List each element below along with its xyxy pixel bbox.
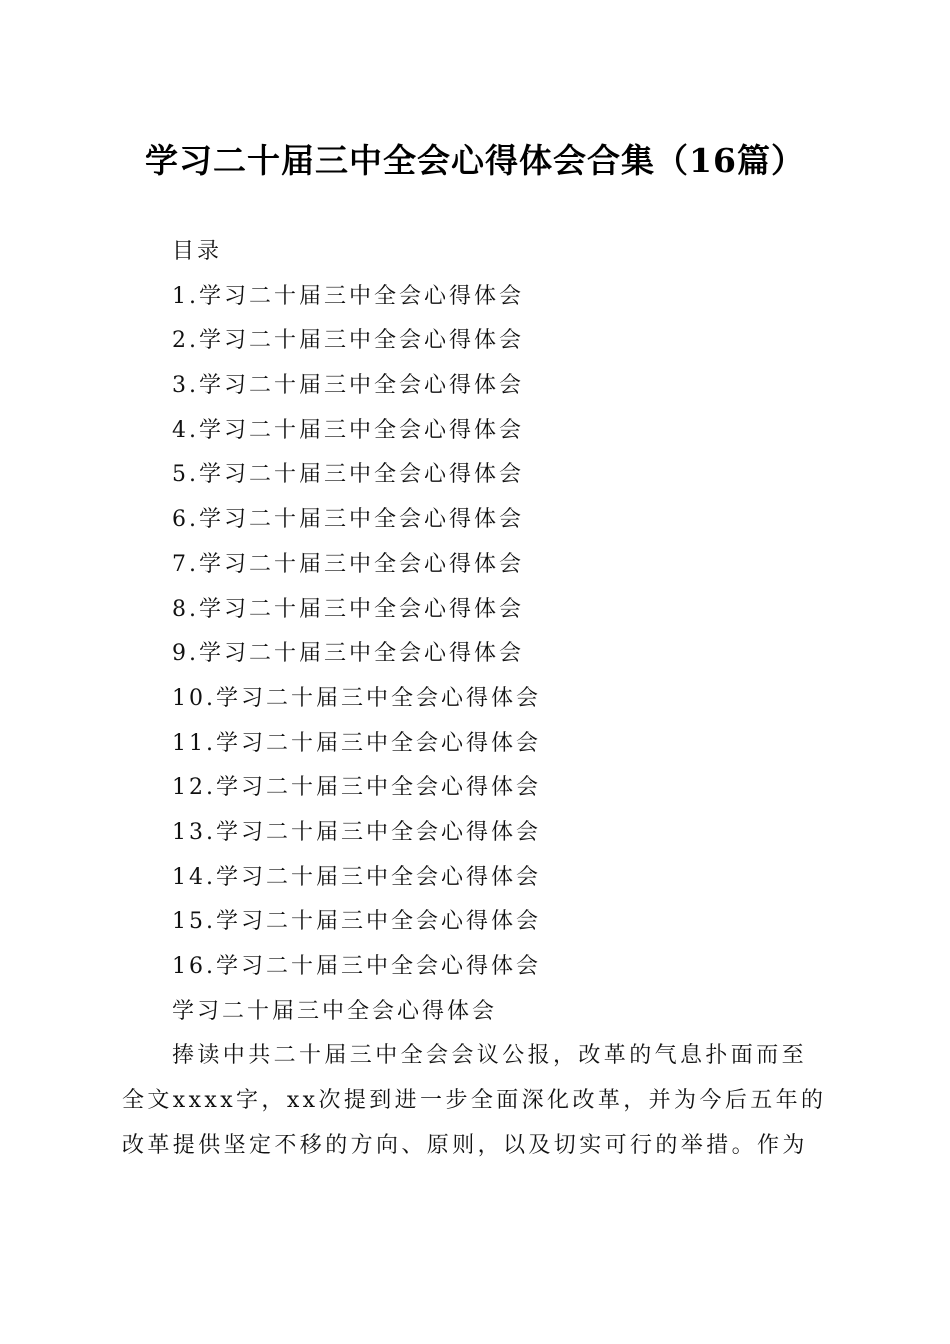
- toc-item: 2.学习二十届三中全会心得体会: [172, 328, 524, 354]
- toc-item: 7.学习二十届三中全会心得体会: [172, 551, 524, 577]
- toc-item: 14.学习二十届三中全会心得体会: [172, 864, 541, 890]
- toc-item: 5.学习二十届三中全会心得体会: [172, 462, 524, 488]
- page-title: 学习二十届三中全会心得体会合集（16篇）: [145, 141, 805, 180]
- toc-item: 4.学习二十届三中全会心得体会: [172, 417, 524, 443]
- toc-item: 6.学习二十届三中全会心得体会: [172, 507, 524, 533]
- toc-item: 16.学习二十届三中全会心得体会: [172, 954, 541, 979]
- toc-item: 12.学习二十届三中全会心得体会: [172, 775, 541, 801]
- toc-item: 9.学习二十届三中全会心得体会: [172, 641, 524, 667]
- toc-heading: 目录: [172, 239, 223, 264]
- table-of-contents: [172, 230, 822, 1034]
- toc-item: 8.学习二十届三中全会心得体会: [172, 596, 524, 622]
- paragraph-line: 改革提供坚定不移的方向、原则，以及切实可行的举措。作为: [122, 1133, 808, 1158]
- toc-item: 1.学习二十届三中全会心得体会: [172, 283, 524, 309]
- body-paragraph: [122, 1033, 827, 1168]
- toc-item: 15.学习二十届三中全会心得体会: [172, 909, 541, 935]
- paragraph-line: 捧读中共二十届三中全会会议公报，改革的气息扑面而至: [172, 1043, 808, 1068]
- toc-item: 10.学习二十届三中全会心得体会: [172, 685, 541, 711]
- section-heading: 学习二十届三中全会心得体会: [172, 998, 498, 1024]
- toc-item: 13.学习二十届三中全会心得体会: [172, 819, 541, 845]
- toc-item: 3.学习二十届三中全会心得体会: [172, 373, 524, 399]
- toc-item: 11.学习二十届三中全会心得体会: [172, 730, 541, 756]
- paragraph-line: 全文xxxx字，xx次提到进一步全面深化改革，并为今后五年的: [122, 1088, 827, 1113]
